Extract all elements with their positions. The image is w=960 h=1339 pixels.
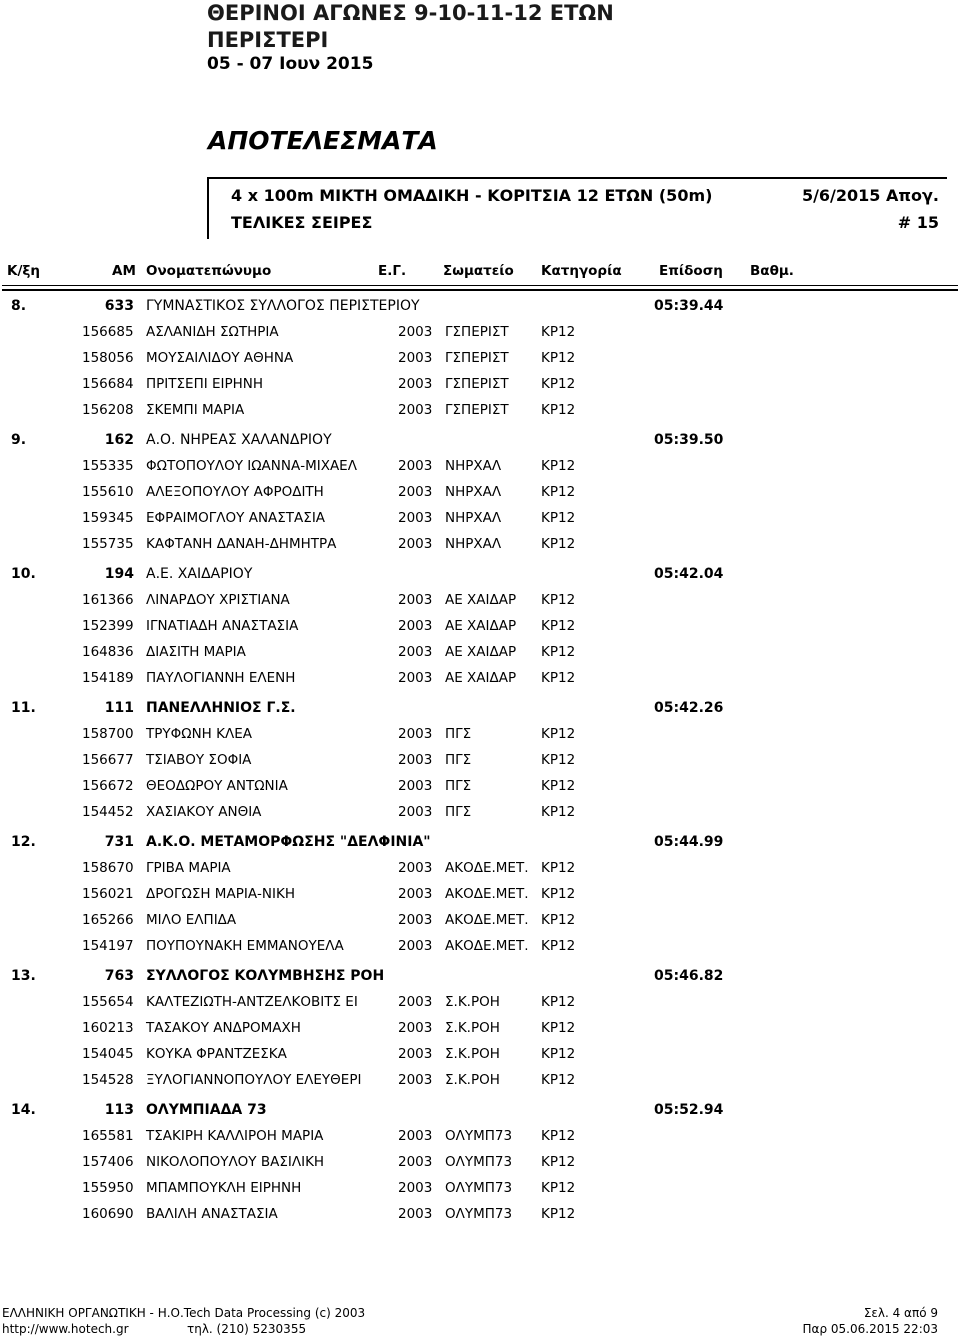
header-rule-thick <box>2 289 958 291</box>
athlete-category: ΚΡ12 <box>541 458 576 474</box>
athlete-year: 2003 <box>398 994 433 1010</box>
athlete-year: 2003 <box>398 778 433 794</box>
athlete-club: ΠΓΣ <box>445 752 472 768</box>
athlete-year: 2003 <box>398 1180 433 1196</box>
athlete-club: ΝΗΡΧΑΛ <box>445 458 502 474</box>
athlete-category: ΚΡ12 <box>541 1020 576 1036</box>
athlete-club: ΝΗΡΧΑΛ <box>445 536 502 552</box>
athlete-club: ΟΛΥΜΠ73 <box>445 1206 513 1222</box>
athlete-id: 156684 <box>82 376 134 392</box>
athlete-name: ΓΡΙΒΑ ΜΑΡΙΑ <box>146 860 231 876</box>
athlete-year: 2003 <box>398 860 433 876</box>
athlete-club: ΟΛΥΜΠ73 <box>445 1128 513 1144</box>
athlete-name: ΤΡΥΦΩΝΗ ΚΛΕΑ <box>146 726 252 742</box>
athlete-id: 154528 <box>82 1072 134 1088</box>
athlete-year: 2003 <box>398 1128 433 1144</box>
athlete-category: ΚΡ12 <box>541 994 576 1010</box>
athlete-category: ΚΡ12 <box>541 912 576 928</box>
athlete-category: ΚΡ12 <box>541 536 576 552</box>
athlete-year: 2003 <box>398 644 433 660</box>
team-row <box>0 432 960 452</box>
footer-printed: Παρ 05.06.2015 22:03 <box>802 1322 938 1336</box>
athlete-id: 165266 <box>82 912 134 928</box>
header-rule-thin <box>2 285 958 286</box>
results-heading: ΑΠΟΤΕΛΕΣΜΑΤΑ <box>208 126 438 155</box>
athlete-category: ΚΡ12 <box>541 804 576 820</box>
athlete-name: ΕΦΡΑΙΜΟΓΛΟΥ ΑΝΑΣΤΑΣΙΑ <box>146 510 326 526</box>
athlete-id: 154189 <box>82 670 134 686</box>
athlete-row <box>0 1072 960 1092</box>
column-time: Επίδοση <box>659 263 723 279</box>
athlete-club: ΑΚΟΔΕ.ΜΕΤ. <box>445 860 529 876</box>
team-name: ΣΥΛΛΟΓΟΣ ΚΟΛΥΜΒΗΣΗΣ ΡΟΗ <box>146 968 385 984</box>
athlete-id: 157406 <box>82 1154 134 1170</box>
athlete-club: ΑΕ ΧΑΙΔΑΡ <box>445 644 517 660</box>
team-code: 194 <box>104 566 134 582</box>
team-code: 113 <box>104 1102 134 1118</box>
event-number: # 15 <box>897 213 939 232</box>
athlete-id: 156677 <box>82 752 134 768</box>
footer-org: ΕΛΛΗΝΙΚΗ ΟΡΓΑΝΩΤΙΚΗ - Η.Ο.Tech Data Processing (c) 2003 <box>2 1306 366 1320</box>
athlete-row <box>0 860 960 880</box>
athlete-row <box>0 726 960 746</box>
athlete-year: 2003 <box>398 1206 433 1222</box>
athlete-name: ΧΑΣΙΑΚΟΥ ΑΝΘΙΑ <box>146 804 262 820</box>
athlete-year: 2003 <box>398 752 433 768</box>
athlete-row <box>0 402 960 422</box>
athlete-club: ΓΣΠΕΡΙΣΤ <box>445 324 509 340</box>
athlete-year: 2003 <box>398 376 433 392</box>
athlete-name: ΚΟΥΚΑ ΦΡΑΝΤΖΕΣΚΑ <box>146 1046 287 1062</box>
footer-url[interactable]: http://www.hotech.gr <box>2 1322 129 1336</box>
athlete-row <box>0 1020 960 1040</box>
team-time: 05:39.50 <box>654 432 724 448</box>
team-code: 731 <box>104 834 134 850</box>
athlete-name: ΒΑΛΙΛΗ ΑΝΑΣΤΑΣΙΑ <box>146 1206 278 1222</box>
team-time: 05:44.99 <box>654 834 724 850</box>
athlete-row <box>0 458 960 478</box>
athlete-year: 2003 <box>398 938 433 954</box>
team-time: 05:52.94 <box>654 1102 724 1118</box>
athlete-year: 2003 <box>398 1072 433 1088</box>
athlete-year: 2003 <box>398 1154 433 1170</box>
team-row <box>0 298 960 318</box>
athlete-id: 154197 <box>82 938 134 954</box>
athlete-club: ΑΚΟΔΕ.ΜΕΤ. <box>445 912 529 928</box>
team-code: 633 <box>104 298 134 314</box>
team-rank: 13. <box>11 968 36 984</box>
athlete-name: ΤΣΙΑΒΟΥ ΣΟΦΙΑ <box>146 752 252 768</box>
athlete-year: 2003 <box>398 804 433 820</box>
athlete-category: ΚΡ12 <box>541 1154 576 1170</box>
athlete-year: 2003 <box>398 618 433 634</box>
athlete-category: ΚΡ12 <box>541 886 576 902</box>
athlete-club: ΑΕ ΧΑΙΔΑΡ <box>445 670 517 686</box>
athlete-row <box>0 994 960 1014</box>
athlete-category: ΚΡ12 <box>541 592 576 608</box>
athlete-name: ΔΙΑΣΙΤΗ ΜΑΡΙΑ <box>146 644 246 660</box>
team-time: 05:46.82 <box>654 968 724 984</box>
athlete-id: 152399 <box>82 618 134 634</box>
athlete-name: ΜΟΥΣΑΙΛΙΔΟΥ ΑΘΗΝΑ <box>146 350 294 366</box>
athlete-name: ΞΥΛΟΓΙΑΝΝΟΠΟΥΛΟΥ ΕΛΕΥΘΕΡΙ <box>146 1072 362 1088</box>
athlete-name: ΤΣΑΚΙΡΗ ΚΑΛΛΙΡΟΗ ΜΑΡΙΑ <box>146 1128 324 1144</box>
column-year: Ε.Γ. <box>378 263 407 279</box>
athlete-club: ΟΛΥΜΠ73 <box>445 1180 513 1196</box>
athlete-category: ΚΡ12 <box>541 752 576 768</box>
column-club: Σωματείο <box>443 263 514 279</box>
team-rank: 12. <box>11 834 36 850</box>
athlete-id: 160213 <box>82 1020 134 1036</box>
team-time: 05:42.26 <box>654 700 724 716</box>
athlete-id: 161366 <box>82 592 134 608</box>
team-rank: 14. <box>11 1102 36 1118</box>
athlete-category: ΚΡ12 <box>541 860 576 876</box>
athlete-category: ΚΡ12 <box>541 1046 576 1062</box>
team-name: ΟΛΥΜΠΙΑΔΑ 73 <box>146 1102 267 1118</box>
athlete-club: ΠΓΣ <box>445 778 472 794</box>
team-name: Α.Ε. ΧΑΙΔΑΡΙΟΥ <box>146 566 253 582</box>
athlete-club: ΓΣΠΕΡΙΣΤ <box>445 350 509 366</box>
athlete-name: ΜΙΛΟ ΕΛΠΙΔΑ <box>146 912 237 928</box>
athlete-year: 2003 <box>398 350 433 366</box>
athlete-year: 2003 <box>398 912 433 928</box>
athlete-club: Σ.Κ.ΡΟΗ <box>445 994 500 1010</box>
athlete-row <box>0 1046 960 1066</box>
athlete-name: ΠΡΙΤΣΕΠΙ ΕΙΡΗΝΗ <box>146 376 264 392</box>
athlete-club: ΓΣΠΕΡΙΣΤ <box>445 376 509 392</box>
athlete-row <box>0 938 960 958</box>
athlete-name: ΝΙΚΟΛΟΠΟΥΛΟΥ ΒΑΣΙΛΙΚΗ <box>146 1154 325 1170</box>
team-rank: 9. <box>11 432 27 448</box>
team-rank: 8. <box>11 298 27 314</box>
athlete-id: 158670 <box>82 860 134 876</box>
athlete-club: ΓΣΠΕΡΙΣΤ <box>445 402 509 418</box>
athlete-row <box>0 536 960 556</box>
athlete-club: ΟΛΥΜΠ73 <box>445 1154 513 1170</box>
athlete-year: 2003 <box>398 1046 433 1062</box>
athlete-year: 2003 <box>398 592 433 608</box>
athlete-row <box>0 1128 960 1148</box>
athlete-category: ΚΡ12 <box>541 484 576 500</box>
athlete-club: ΑΚΟΔΕ.ΜΕΤ. <box>445 938 529 954</box>
athlete-id: 165581 <box>82 1128 134 1144</box>
event-round: ΤΕΛΙΚΕΣ ΣΕΙΡΕΣ <box>231 213 373 232</box>
athlete-name: ΣΚΕΜΠΙ ΜΑΡΙΑ <box>146 402 245 418</box>
column-points: Βαθμ. <box>750 263 794 279</box>
athlete-club: ΝΗΡΧΑΛ <box>445 510 502 526</box>
meet-dates: 05 - 07 Ιουν 2015 <box>207 54 374 74</box>
athlete-category: ΚΡ12 <box>541 670 576 686</box>
athlete-row <box>0 324 960 344</box>
athlete-name: ΛΙΝΑΡΔΟΥ ΧΡΙΣΤΙΑΝΑ <box>146 592 290 608</box>
team-row <box>0 700 960 720</box>
athlete-name: ΠΑΥΛΟΓΙΑΝΝΗ ΕΛΕΝΗ <box>146 670 296 686</box>
team-row <box>0 834 960 854</box>
athlete-id: 156208 <box>82 402 134 418</box>
athlete-row <box>0 804 960 824</box>
athlete-category: ΚΡ12 <box>541 510 576 526</box>
athlete-name: ΤΑΣΑΚΟΥ ΑΝΔΡΟΜΑΧΗ <box>146 1020 301 1036</box>
athlete-name: ΙΓΝΑΤΙΑΔΗ ΑΝΑΣΤΑΣΙΑ <box>146 618 299 634</box>
athlete-club: ΑΕ ΧΑΙΔΑΡ <box>445 592 517 608</box>
athlete-year: 2003 <box>398 670 433 686</box>
team-name: Α.Ο. ΝΗΡΕΑΣ ΧΑΛΑΝΔΡΙΟΥ <box>146 432 332 448</box>
athlete-id: 159345 <box>82 510 134 526</box>
athlete-name: ΘΕΟΔΩΡΟΥ ΑΝΤΩΝΙΑ <box>146 778 288 794</box>
athlete-club: ΑΚΟΔΕ.ΜΕΤ. <box>445 886 529 902</box>
athlete-category: ΚΡ12 <box>541 402 576 418</box>
athlete-row <box>0 1180 960 1200</box>
athlete-name: ΜΠΑΜΠΟΥΚΛΗ ΕΙΡΗΝΗ <box>146 1180 302 1196</box>
column-name: Ονοματεπώνυμο <box>146 263 272 279</box>
athlete-row <box>0 484 960 504</box>
athlete-club: Σ.Κ.ΡΟΗ <box>445 1046 500 1062</box>
athlete-club: ΑΕ ΧΑΙΔΑΡ <box>445 618 517 634</box>
athlete-id: 158056 <box>82 350 134 366</box>
athlete-category: ΚΡ12 <box>541 324 576 340</box>
athlete-id: 154045 <box>82 1046 134 1062</box>
athlete-id: 156021 <box>82 886 134 902</box>
meet-title: ΘΕΡΙΝΟΙ ΑΓΩΝΕΣ 9-10-11-12 ΕΤΩΝ <box>207 1 614 25</box>
athlete-category: ΚΡ12 <box>541 644 576 660</box>
athlete-category: ΚΡ12 <box>541 618 576 634</box>
athlete-year: 2003 <box>398 324 433 340</box>
athlete-category: ΚΡ12 <box>541 350 576 366</box>
athlete-year: 2003 <box>398 886 433 902</box>
athlete-row <box>0 752 960 772</box>
athlete-year: 2003 <box>398 536 433 552</box>
team-row <box>0 566 960 586</box>
athlete-category: ΚΡ12 <box>541 938 576 954</box>
athlete-id: 156672 <box>82 778 134 794</box>
athlete-club: ΠΓΣ <box>445 804 472 820</box>
athlete-year: 2003 <box>398 726 433 742</box>
athlete-id: 155735 <box>82 536 134 552</box>
athlete-year: 2003 <box>398 402 433 418</box>
team-code: 763 <box>104 968 134 984</box>
event-date-session: 5/6/2015 Απογ. <box>801 186 939 205</box>
athlete-category: ΚΡ12 <box>541 1128 576 1144</box>
athlete-category: ΚΡ12 <box>541 1180 576 1196</box>
athlete-name: ΚΑΛΤΕΖΙΩΤΗ-ΑΝΤΖΕΛΚΟΒΙΤΣ ΕΙ <box>146 994 358 1010</box>
team-time: 05:42.04 <box>654 566 724 582</box>
athlete-row <box>0 510 960 530</box>
team-rank: 10. <box>11 566 36 582</box>
column-rank: Κ/ξη <box>7 263 40 279</box>
athlete-category: ΚΡ12 <box>541 726 576 742</box>
athlete-id: 154452 <box>82 804 134 820</box>
athlete-category: ΚΡ12 <box>541 778 576 794</box>
athlete-id: 155654 <box>82 994 134 1010</box>
team-rank: 11. <box>11 700 36 716</box>
athlete-row <box>0 376 960 396</box>
athlete-row <box>0 1154 960 1174</box>
athlete-row <box>0 670 960 690</box>
athlete-category: ΚΡ12 <box>541 1206 576 1222</box>
team-code: 111 <box>104 700 134 716</box>
athlete-name: ΑΛΕΞΟΠΟΥΛΟΥ ΑΦΡΟΔΙΤΗ <box>146 484 324 500</box>
athlete-row <box>0 886 960 906</box>
team-row <box>0 1102 960 1122</box>
athlete-category: ΚΡ12 <box>541 376 576 392</box>
athlete-year: 2003 <box>398 1020 433 1036</box>
team-time: 05:39.44 <box>654 298 724 314</box>
athlete-id: 164836 <box>82 644 134 660</box>
athlete-row <box>0 778 960 798</box>
athlete-year: 2003 <box>398 458 433 474</box>
column-id: ΑΜ <box>112 263 136 279</box>
team-row <box>0 968 960 988</box>
athlete-name: ΚΑΦΤΑΝΗ ΔΑΝΑΗ-ΔΗΜΗΤΡΑ <box>146 536 337 552</box>
athlete-club: Σ.Κ.ΡΟΗ <box>445 1072 500 1088</box>
footer-page: Σελ. 4 από 9 <box>863 1306 938 1320</box>
athlete-row <box>0 644 960 664</box>
footer-phone: τηλ. (210) 5230355 <box>187 1322 307 1336</box>
event-name: 4 x 100m ΜΙΚΤΗ ΟΜΑΔΙΚΗ - ΚΟΡΙΤΣΙΑ 12 ΕΤΩΝ (50m) <box>231 186 713 205</box>
athlete-club: Σ.Κ.ΡΟΗ <box>445 1020 500 1036</box>
athlete-id: 160690 <box>82 1206 134 1222</box>
athlete-name: ΑΣΛΑΝΙΔΗ ΣΩΤΗΡΙΑ <box>146 324 279 340</box>
athlete-name: ΠΟΥΠΟΥΝΑΚΗ ΕΜΜΑΝΟΥΕΛΑ <box>146 938 344 954</box>
athlete-id: 155610 <box>82 484 134 500</box>
athlete-id: 155335 <box>82 458 134 474</box>
athlete-club: ΠΓΣ <box>445 726 472 742</box>
athlete-category: ΚΡ12 <box>541 1072 576 1088</box>
column-category: Κατηγορία <box>541 263 622 279</box>
athlete-name: ΦΩΤΟΠΟΥΛΟΥ ΙΩΑΝΝΑ-ΜΙΧΑΕΛ <box>146 458 357 474</box>
athlete-row <box>0 618 960 638</box>
meet-location: ΠΕΡΙΣΤΕΡΙ <box>207 28 329 52</box>
athlete-row <box>0 1206 960 1226</box>
team-name: ΓΥΜΝΑΣΤΙΚΟΣ ΣΥΛΛΟΓΟΣ ΠΕΡΙΣΤΕΡΙΟΥ <box>146 298 420 314</box>
team-code: 162 <box>104 432 134 448</box>
athlete-name: ΔΡΟΓΩΣΗ ΜΑΡΙΑ-ΝΙΚΗ <box>146 886 296 902</box>
team-name: ΠΑΝΕΛΛΗΝΙΟΣ Γ.Σ. <box>146 700 296 716</box>
athlete-row <box>0 592 960 612</box>
athlete-row <box>0 912 960 932</box>
athlete-row <box>0 350 960 370</box>
athlete-id: 158700 <box>82 726 134 742</box>
athlete-year: 2003 <box>398 484 433 500</box>
team-name: Α.Κ.Ο. ΜΕΤΑΜΟΡΦΩΣΗΣ "ΔΕΛΦΙΝΙΑ" <box>146 834 431 850</box>
athlete-club: ΝΗΡΧΑΛ <box>445 484 502 500</box>
athlete-id: 155950 <box>82 1180 134 1196</box>
athlete-year: 2003 <box>398 510 433 526</box>
athlete-id: 156685 <box>82 324 134 340</box>
